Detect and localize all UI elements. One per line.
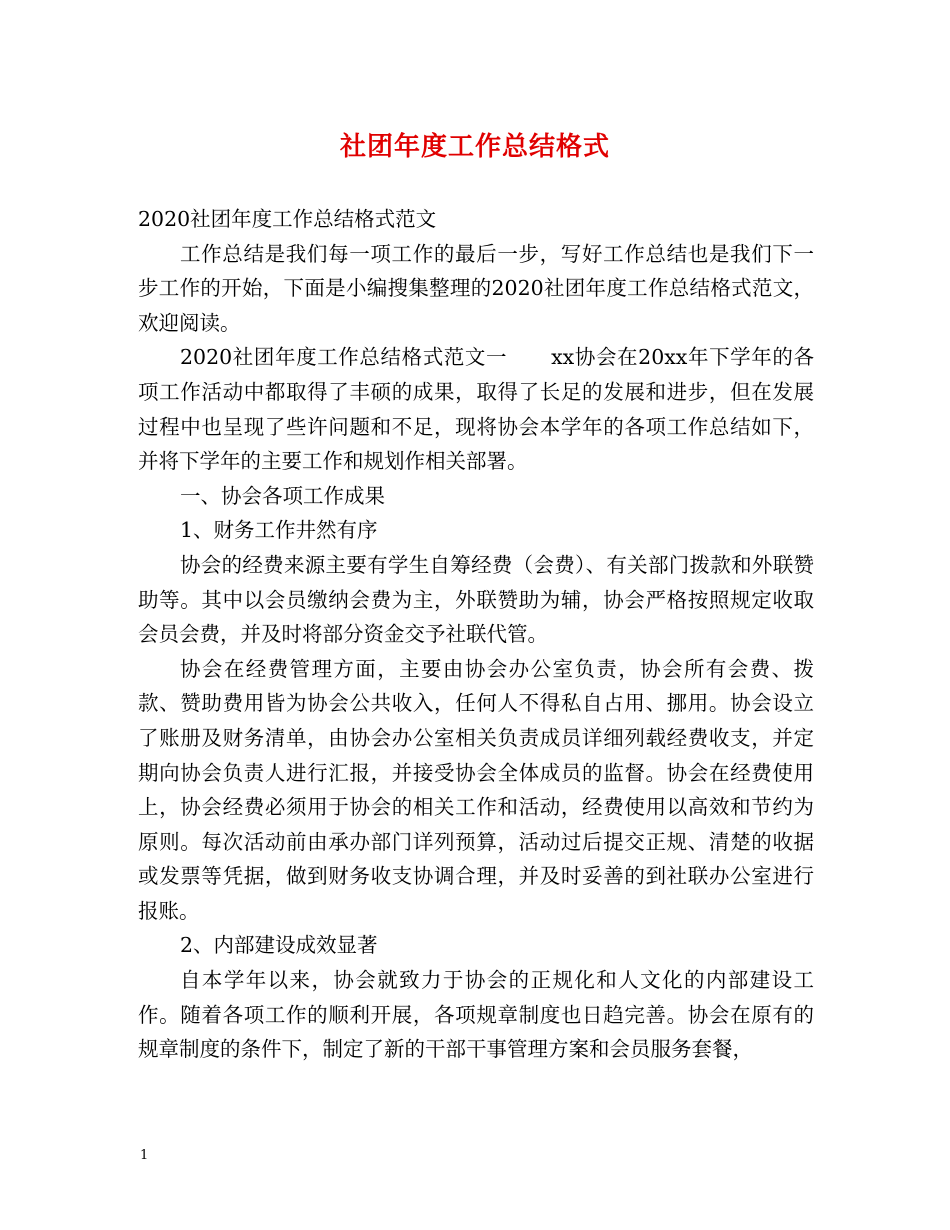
intro-paragraph: 工作总结是我们每一项工作的最后一步，写好工作总结也是我们下一步工作的开始，下面是小编搜集整理的2020社团年度工作总结格式范文，欢迎阅读。 [138,241,814,335]
document-subtitle: 2020社团年度工作总结格式范文 [138,207,437,231]
section-heading-1: 一、协会各项工作成果 [180,483,385,508]
sample-opening-text: xx协会在20xx年下学年的各项工作活动中都取得了丰硕的成果，取得了长足的发展和进步，但在发展过程中也呈现了些许问题和不足，现将协会本学年的各项工作总结如下，并将下学年的主要工作和规划作相关部署。 [138,345,814,474]
sample-heading: 2020社团年度工作总结格式范文一 [180,345,508,370]
internal-building-paragraph: 自本学年以来，协会就致力于协会的正规化和人文化的内部建设工作。随着各项工作的顺利开展，各项规章制度也日趋完善。协会在原有的规章制度的条件下，制定了新的干部干事管理方案和会员服务套餐， [138,968,814,1062]
page-number: 1 [140,1148,149,1163]
finance-paragraph-2: 协会在经费管理方面，主要由协会办公室负责，协会所有会费、拨款、赞助费用皆为协会公共收入，任何人不得私自占用、挪用。协会设立了账册及财务清单，由协会办公室相关负责成员详细列载经费收支，并定期向协会负责人进行汇报，并接受协会全体成员的监督。协会在经费使用上，协会经费必须用于协会的相关工作和活动，经费使用以高效和节约为原则。每次活动前由承办部门详列预算，活动过后提交正规、清楚的收据或发票等凭据，做到财务收支协调合理，并及时妥善的到社联办公室进行报账。 [138,656,814,923]
item-heading-2: 2、内部建设成效显著 [180,933,378,958]
sample-opening-paragraph [138,340,814,478]
item-heading-1: 1、财务工作井然有序 [180,518,378,543]
document-body [138,202,814,1067]
finance-paragraph-1: 协会的经费来源主要有学生自筹经费（会费）、有关部门拨款和外联赞助等。其中以会员缴纳会费为主，外联赞助为辅，协会严格按照规定收取会员会费，并及时将部分资金交予社联代管。 [138,552,814,647]
document-title: 社团年度工作总结格式 [339,132,610,162]
